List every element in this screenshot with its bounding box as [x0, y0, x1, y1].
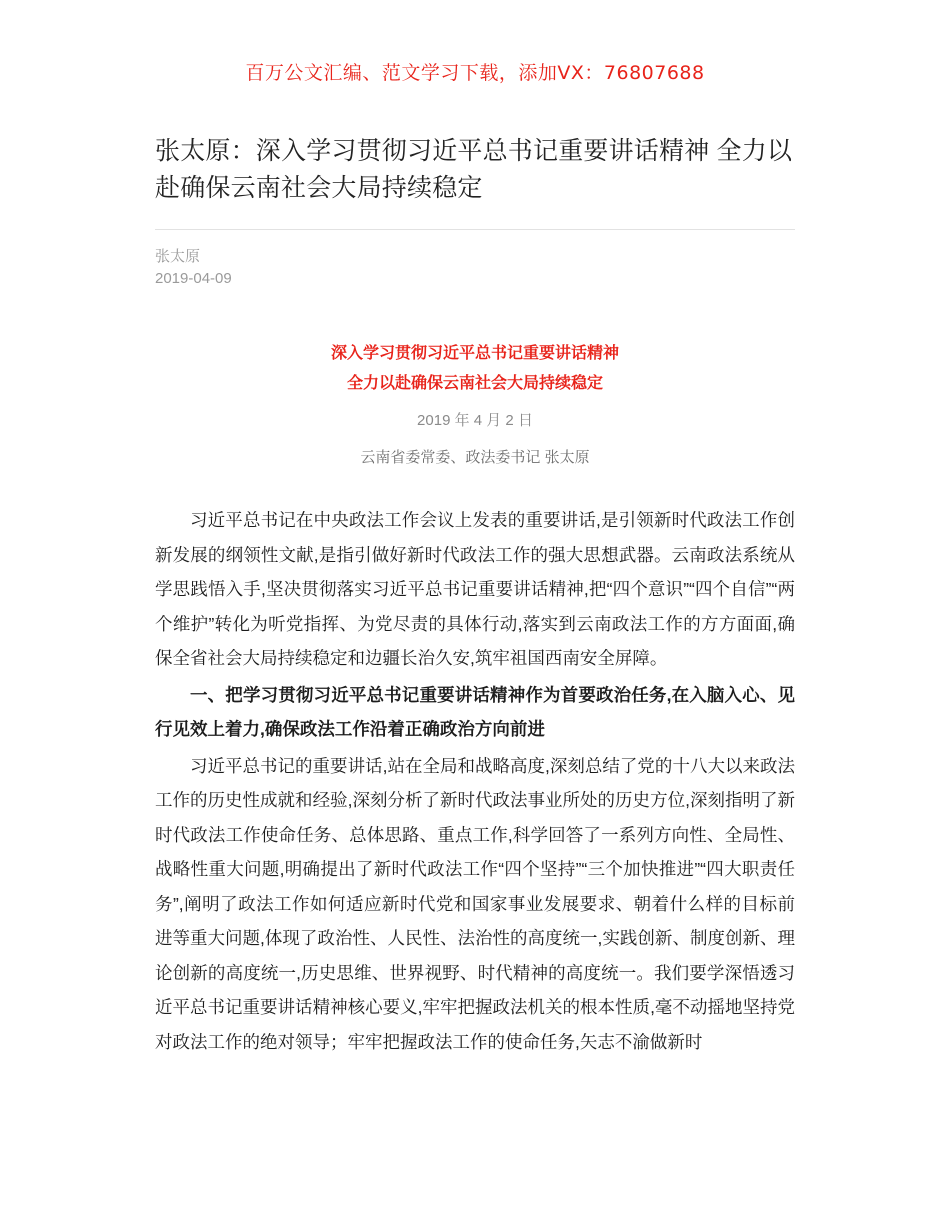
document-heading-line-1: 深入学习贯彻习近平总书记重要讲话精神 [330, 343, 619, 362]
document-body [155, 290, 795, 1059]
byline-date: 2019-04-09 [155, 270, 232, 287]
byline [155, 230, 795, 290]
document-date: 2019 年 4 月 2 日 [417, 412, 533, 429]
paragraph: 习近平总书记在中央政法工作会议上发表的重要讲话,是引领新时代政法工作创新发展的纲领性文献,是指引做好新时代政法工作的强大思想武器。云南政法系统从学思践悟入手,坚决贯彻落实习近平总书记重要讲话精神,把“四个意识”“四个自信”“两个维护”转化为听党指挥、为党尽责的具体行动,落实到云南政法工作的方方面面,确保全省社会大局持续稳定和边疆长治久安,筑牢祖国西南安全屏障。 [155, 510, 795, 668]
paragraph: 习近平总书记的重要讲话,站在全局和战略高度,深刻总结了党的十八大以来政法工作的历史性成就和经验,深刻分析了新时代政法事业所处的历史方位,深刻指明了新时代政法工作使命任务、总体思路、重点工作,科学回答了一系列方向性、全局性、战略性重大问题,明确提出了新时代政法工作“四个坚持”“三个加快推进”“四大职责任务”,阐明了政法工作如何适应新时代党和国家事业发展要求、朝着什么样的目标前进等重大问题,体现了政治性、人民性、法治性的高度统一,实践创新、制度创新、理论创新的高度统一,历史思维、世界视野、时代精神的高度统一。我们要学深悟透习近平总书记重要讲话精神核心要义,牢牢把握政法机关的根本性质,毫不动摇地坚持党对政法工作的绝对领导；牢牢把握政法工作的使命任务,矢志不渝做新时 [155, 755, 795, 1052]
page-title: 张太原：深入学习贯彻习近平总书记重要讲话精神 全力以赴确保云南社会大局持续稳定 [155, 137, 793, 202]
content-wrapper [155, 85, 795, 1059]
byline-author: 张太原 [155, 248, 201, 265]
promo-banner: 百万公文汇编、范文学习下载，添加VX：76807688 [245, 62, 705, 84]
document-heading-line-2: 全力以赴确保云南社会大局持续稳定 [346, 373, 603, 392]
section-heading: 一、把学习贯彻习近平总书记重要讲话精神作为首要政治任务,在入脑入心、见行见效上着力,确保政法工作沿着正确政治方向前进 [155, 684, 795, 739]
document-signature: 云南省委常委、政法委书记 张太原 [360, 449, 590, 466]
